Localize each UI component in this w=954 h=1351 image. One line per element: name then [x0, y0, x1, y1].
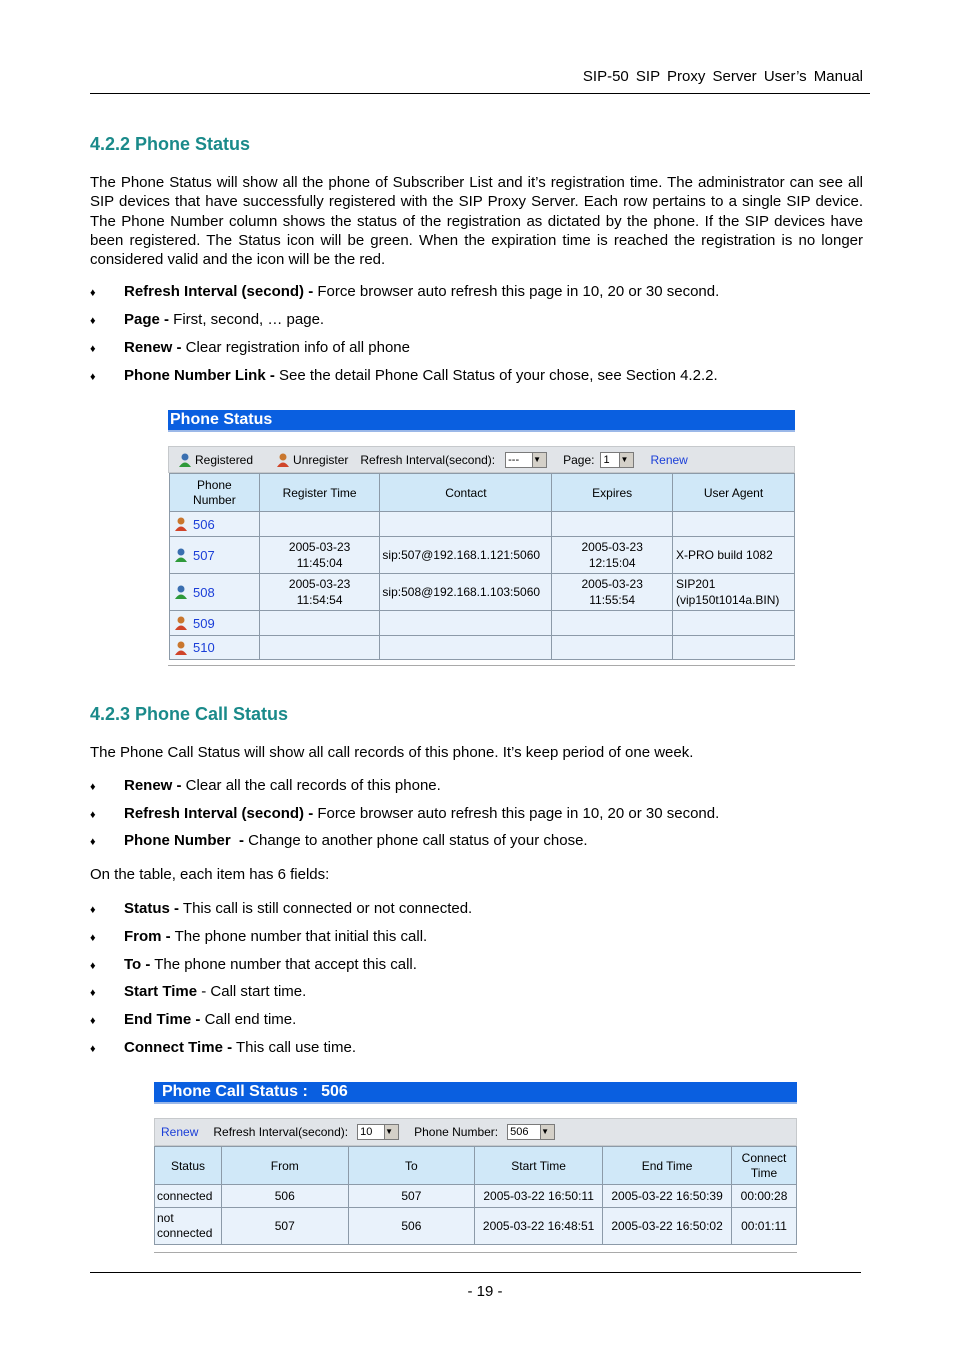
table-header-row — [170, 474, 795, 512]
bullet-item: ♦ Start Time - Call start time. — [90, 983, 307, 1000]
page-number: - 19 - — [467, 1283, 503, 1300]
page-label: Page: — [563, 452, 595, 467]
contact-cell — [380, 611, 552, 636]
col-register-time: Register Time — [259, 474, 380, 512]
col-phone-number: Phone Number — [170, 474, 260, 512]
registered-user-icon — [173, 547, 189, 563]
table-row — [170, 574, 795, 611]
bullet-diamond: ♦ — [90, 781, 96, 793]
phone-status-toolbar — [168, 446, 795, 473]
phone-call-status-intro: The Phone Call Status will show all call records of this phone. It’s keep period of one week. — [90, 744, 694, 761]
contact-cell — [380, 636, 552, 660]
phone-call-toolbar — [154, 1118, 797, 1146]
table-row — [170, 611, 795, 636]
bullet-item: ♦ Renew - Clear all the call records of this phone. — [90, 777, 441, 794]
bullet-item: ♦ Connect Time - This call use time. — [90, 1039, 357, 1056]
phone-call-table — [154, 1146, 797, 1245]
bullet-diamond: ♦ — [90, 809, 96, 821]
phone-number-link-510[interactable]: 510 — [173, 640, 256, 656]
register-time-cell: 2005-03-23 11:45:04 — [259, 537, 380, 574]
col-from: From — [221, 1147, 348, 1185]
chevron-down-icon: ▼ — [619, 453, 633, 467]
bullet-item: ♦ Phone Number Link - See the detail Phone Call Status of your chose, see Section 4.2.2. — [90, 367, 718, 384]
phone-number-link-506[interactable]: 506 — [173, 516, 256, 532]
registered-user-icon — [177, 452, 193, 468]
status-cell: not connected — [155, 1208, 222, 1245]
expires-cell: 2005-03-23 11:55:54 — [552, 574, 673, 611]
col-to: To — [348, 1147, 475, 1185]
unregister-legend: Unregister — [275, 452, 348, 468]
renew-link[interactable]: Renew — [650, 452, 688, 467]
header-rule — [90, 93, 870, 94]
phone-call-status-title-bar: Phone Call Status : 506 — [154, 1082, 797, 1104]
section-heading-phone-status: 4.2.2 Phone Status — [90, 134, 251, 154]
table-row — [155, 1185, 797, 1208]
unregistered-user-icon — [173, 615, 189, 631]
register-time-cell — [259, 611, 380, 636]
bullet-diamond: ♦ — [90, 1015, 96, 1027]
phone-number-select[interactable]: 506 ▼ — [507, 1124, 555, 1140]
contact-cell: sip:508@192.168.1.103:5060 — [380, 574, 552, 611]
table-bottom-rule — [154, 1252, 797, 1253]
expires-cell — [552, 512, 673, 537]
table-row — [170, 537, 795, 574]
table-row — [155, 1208, 797, 1245]
col-contact: Contact — [380, 474, 552, 512]
phone-number-link-509[interactable]: 509 — [173, 615, 256, 631]
from-cell: 507 — [221, 1208, 348, 1245]
footer-rule — [90, 1272, 861, 1273]
bullet-item: ♦ End Time - Call end time. — [90, 1011, 297, 1028]
col-start-time: Start Time — [475, 1147, 603, 1185]
bullet-item: ♦ Phone Number - Change to another phone call status of your chose. — [90, 832, 588, 849]
bullet-item: ♦ Renew - Clear registration info of all phone — [90, 339, 410, 356]
user-agent-cell: X-PRO build 1082 — [673, 537, 795, 574]
chevron-down-icon: ▼ — [532, 453, 546, 467]
refresh-interval-label: Refresh Interval(second): — [213, 1125, 349, 1139]
table-row — [170, 512, 795, 537]
user-agent-cell — [673, 512, 795, 537]
registered-user-icon — [173, 584, 189, 600]
unregistered-user-icon — [173, 516, 189, 532]
contact-cell — [380, 512, 552, 537]
start-time-cell: 2005-03-22 16:48:51 — [475, 1208, 603, 1245]
expires-cell — [552, 636, 673, 660]
phone-number-link-507[interactable]: 507 — [173, 547, 256, 563]
bullet-item: ♦ Page - First, second, … page. — [90, 311, 325, 328]
bullet-item: ♦ From - The phone number that initial this call. — [90, 928, 428, 945]
col-status: Status — [155, 1147, 222, 1185]
bullet-diamond: ♦ — [90, 315, 96, 327]
bullet-diamond: ♦ — [90, 1043, 96, 1055]
register-time-cell — [259, 512, 380, 537]
register-time-cell — [259, 636, 380, 660]
bullet-item: ♦ Status - This call is still connected or not connected. — [90, 900, 473, 917]
unregistered-user-icon — [275, 452, 291, 468]
bullet-diamond: ♦ — [90, 343, 96, 355]
user-agent-cell — [673, 636, 795, 660]
user-agent-cell: SIP201 (vip150t1014a.BIN) — [673, 574, 795, 611]
phone-number-label: Phone Number: — [414, 1125, 499, 1139]
phone-status-table — [169, 473, 795, 660]
bullet-diamond: ♦ — [90, 371, 96, 383]
to-cell: 507 — [348, 1185, 475, 1208]
chevron-down-icon: ▼ — [540, 1125, 554, 1139]
table-bottom-rule — [168, 665, 795, 666]
contact-cell: sip:507@192.168.1.121:5060 — [380, 537, 552, 574]
bullet-item: ♦ Refresh Interval (second) - Force browser auto refresh this page in 10, 20 or 30 second. — [90, 283, 720, 300]
bullet-item: ♦ Refresh Interval (second) - Force browser auto refresh this page in 10, 20 or 30 second. — [90, 805, 720, 822]
unregistered-user-icon — [173, 640, 189, 656]
col-user-agent: User Agent — [673, 474, 795, 512]
manual-header: SIP-50 SIP Proxy Server User’s Manual — [582, 68, 863, 85]
connect-time-cell: 00:01:11 — [732, 1208, 797, 1245]
bullet-diamond: ♦ — [90, 904, 96, 916]
renew-link[interactable]: Renew — [161, 1125, 199, 1139]
refresh-interval-select[interactable]: --- ▼ — [505, 452, 547, 468]
registered-legend: Registered — [177, 452, 253, 468]
end-time-cell: 2005-03-22 16:50:39 — [603, 1185, 732, 1208]
col-expires: Expires — [552, 474, 673, 512]
bullet-diamond: ♦ — [90, 836, 96, 848]
phone-status-title-bar: Phone Status — [168, 410, 795, 432]
bullet-item: ♦ To - The phone number that accept this call. — [90, 956, 417, 973]
register-time-cell: 2005-03-23 11:54:54 — [259, 574, 380, 611]
chevron-down-icon: ▼ — [384, 1125, 398, 1139]
expires-cell: 2005-03-23 12:15:04 — [552, 537, 673, 574]
refresh-interval-label: Refresh Interval(second): — [360, 452, 496, 467]
table-row — [170, 636, 795, 660]
col-connect-time: Connect Time — [732, 1147, 797, 1185]
end-time-cell: 2005-03-22 16:50:02 — [603, 1208, 732, 1245]
bullet-diamond: ♦ — [90, 987, 96, 999]
expires-cell — [552, 611, 673, 636]
phone-status-intro: The Phone Status will show all the phone of Subscriber List and it’s registration time. The administrator can see all SIP devices that have successfully registered with the SIP Proxy Server. Each row pertains to a single SIP device. The Phone Number column shows the status of the registration as dictated by the phone. If the SIP devices have been registered. The Status icon will be green. When the expiration time is reached the registration is no longer considered valid and the icon will be the red. — [90, 174, 863, 269]
bullet-diamond: ♦ — [90, 932, 96, 944]
col-end-time: End Time — [603, 1147, 732, 1185]
phone-number-link-508[interactable]: 508 — [173, 584, 256, 600]
from-cell: 506 — [221, 1185, 348, 1208]
start-time-cell: 2005-03-22 16:50:11 — [475, 1185, 603, 1208]
section-heading-phone-call-status: 4.2.3 Phone Call Status — [90, 704, 289, 724]
bullet-diamond: ♦ — [90, 960, 96, 972]
user-agent-cell — [673, 611, 795, 636]
table-header-row — [155, 1147, 797, 1185]
refresh-interval-select[interactable]: 10 ▼ — [357, 1124, 399, 1140]
to-cell: 506 — [348, 1208, 475, 1245]
fields-intro: On the table, each item has 6 fields: — [90, 866, 330, 883]
status-cell: connected — [155, 1185, 222, 1208]
connect-time-cell: 00:00:28 — [732, 1185, 797, 1208]
page-select[interactable]: 1 ▼ — [600, 452, 634, 468]
bullet-diamond: ♦ — [90, 287, 96, 299]
